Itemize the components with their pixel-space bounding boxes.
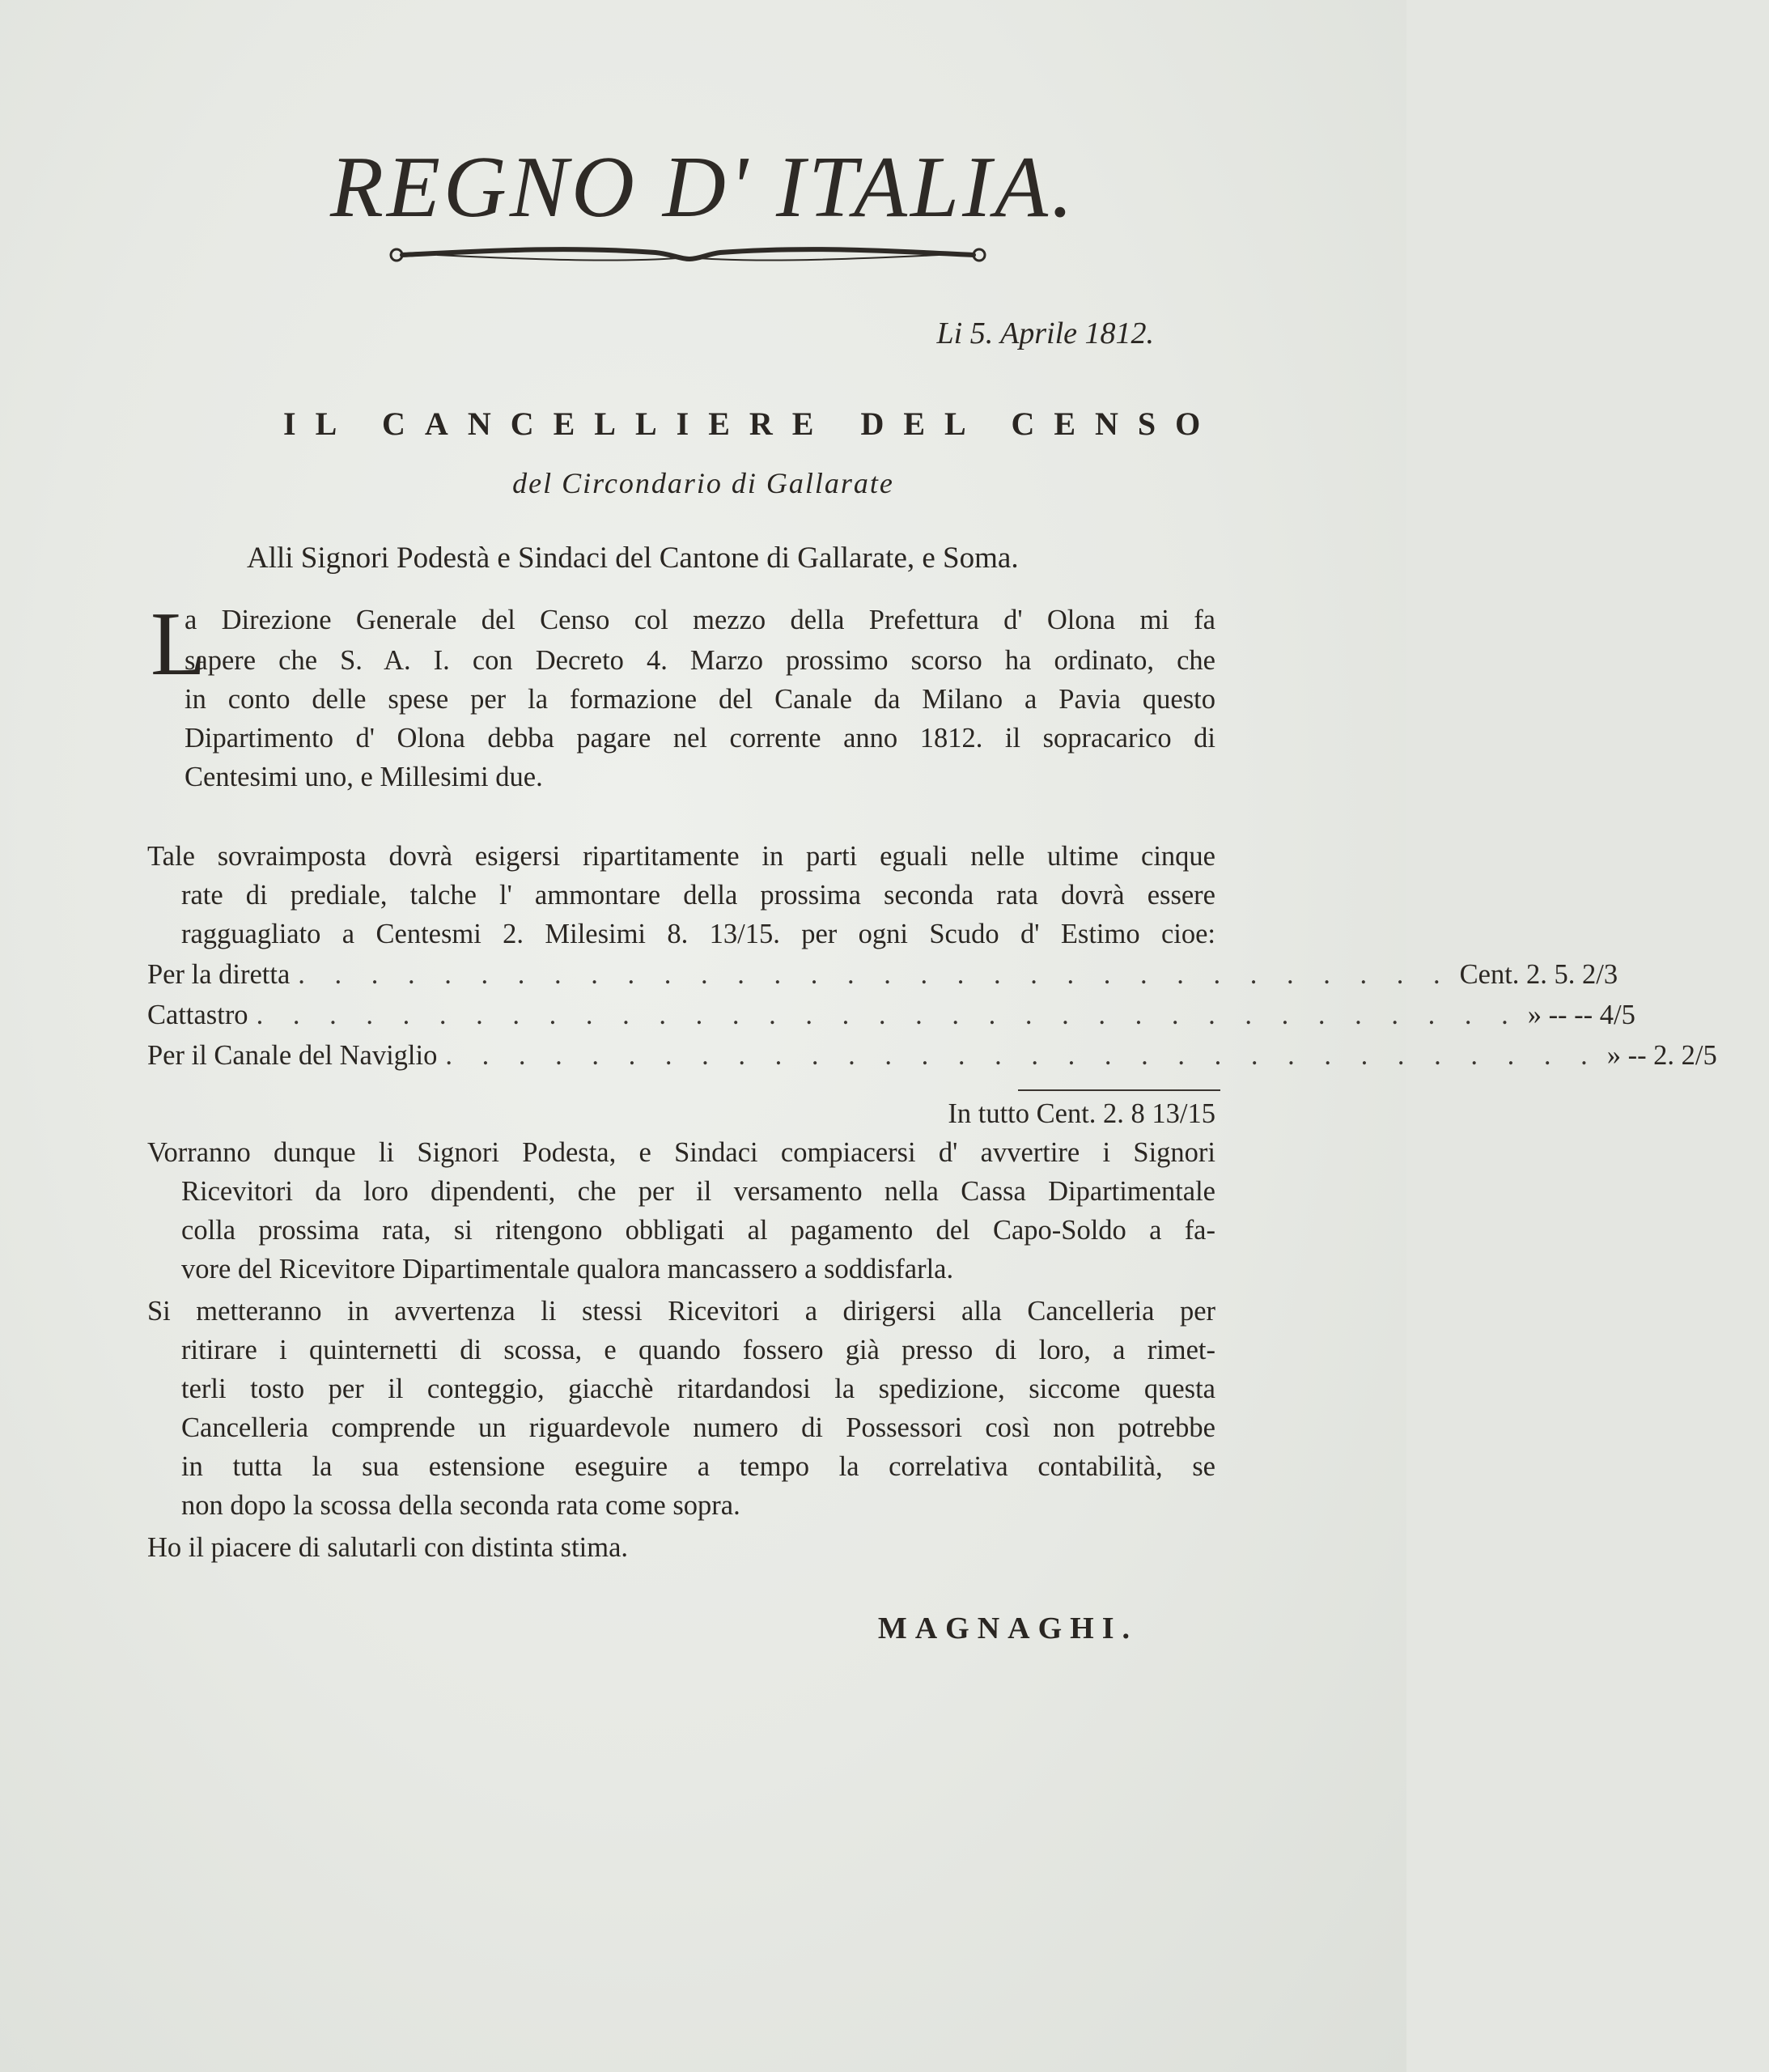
sum-rule	[1018, 1089, 1220, 1091]
paragraph-line: Dipartimento d' Olona debba pagare nel corrente anno 1812. il sopracarico di	[185, 723, 1215, 754]
paragraph-line: Ho il piacere di salutarli con distinta stima.	[147, 1532, 629, 1563]
paragraph-line: Ricevitori da loro dipendenti, che per il versamento nella Cassa Dipartimentale	[181, 1176, 1215, 1207]
paragraph-line: Cancelleria comprende un riguardevole numero di Possessori così non potrebbe	[181, 1412, 1215, 1443]
document-title: REGNO D' ITALIA.	[329, 139, 1077, 236]
drop-cap: L	[151, 594, 206, 694]
paragraph-4	[147, 1292, 1215, 1525]
breakdown-value: » -- -- 4/5	[1527, 1000, 1635, 1030]
paragraph-line: rate di prediale, talche l' ammontare della prossima seconda rata dovrà essere	[181, 880, 1215, 911]
breakdown-label: Per il Canale del Naviglio	[147, 1040, 438, 1071]
breakdown-row	[147, 1036, 1717, 1075]
paragraph-line: Centesimi uno, e Millesimi due.	[185, 762, 543, 792]
paragraph-line: Tale sovraimposta dovrà esigersi ripartitamente in parti eguali nelle ultime cinque	[147, 841, 1215, 872]
breakdown-label: Cattastro	[147, 1000, 248, 1030]
paragraph-3	[147, 1133, 1215, 1289]
paragraph-line: in tutta la sua estensione eseguire a tempo la correlativa contabilità, se	[181, 1451, 1215, 1482]
paragraph-line: colla prossima rata, si ritengono obbligati al pagamento del Capo-Soldo a fa-	[181, 1215, 1215, 1246]
paragraph-line: terli tosto per il conteggio, giacchè ritardandosi la spedizione, siccome questa	[181, 1374, 1215, 1404]
breakdown-value: » -- 2. 2/5	[1606, 1040, 1717, 1071]
office-district: del Circondario di Gallarate	[512, 467, 894, 499]
leader-dots: . . . . . . . . . . . . . . . . . . . . . . . . . . . . . . . .	[445, 1040, 1599, 1071]
addressee-line: Alli Signori Podestà e Sindaci del Cantone di Gallarate, e Soma.	[247, 541, 1019, 575]
paragraph-line: Vorranno dunque li Signori Podesta, e Sindaci compiacersi d' avvertire i Signori	[147, 1137, 1215, 1168]
paragraph-2	[147, 837, 1215, 953]
paragraph-line: in conto delle spese per la formazione del Canale da Milano a Pavia questo	[185, 684, 1215, 715]
closing-line	[147, 1528, 1215, 1567]
paragraph-line: ragguagliato a Centesmi 2. Milesimi 8. 13/15. per ogni Scudo d' Estimo cioe:	[181, 919, 1215, 949]
total-line: In tutto Cent. 2. 8 13/15	[948, 1098, 1215, 1129]
paragraph-line: ritirare i quinternetti di scossa, e quando fossero già presso di loro, a rimet-	[181, 1335, 1215, 1365]
breakdown-value: Cent. 2. 5. 2/3	[1459, 959, 1618, 990]
paragraph-line: a Direzione Generale del Censo col mezzo della Prefettura d' Olona mi fa	[185, 605, 1215, 635]
paragraph-line: non dopo la scossa della seconda rata come sopra.	[181, 1490, 740, 1521]
leader-dots: . . . . . . . . . . . . . . . . . . . . . . . . . . . . . . . . . . .	[256, 1000, 1520, 1030]
breakdown-row	[147, 996, 1635, 1034]
document-date: Li 5. Aprile 1812.	[936, 316, 1154, 350]
ornamental-rule-icon	[388, 235, 987, 275]
leader-dots: . . . . . . . . . . . . . . . . . . . . . . . . . . . . . . . .	[298, 959, 1452, 990]
paragraph-line: vore del Ricevitore Dipartimentale qualora mancassero a soddisfarla.	[181, 1254, 954, 1284]
breakdown-row	[147, 955, 1618, 994]
signature: MAGNAGHI.	[877, 1611, 1138, 1645]
paragraph-line: Si metteranno in avvertenza li stessi Ricevitori a dirigersi alla Cancelleria per	[147, 1296, 1215, 1327]
paragraph-1	[185, 605, 1215, 796]
breakdown-label: Per la diretta	[147, 959, 291, 990]
paragraph-line: sapere che S. A. I. con Decreto 4. Marzo prossimo scorso ha ordinato, che	[185, 645, 1215, 676]
office-title: IL CANCELLIERE DEL CENSO	[283, 405, 1220, 442]
